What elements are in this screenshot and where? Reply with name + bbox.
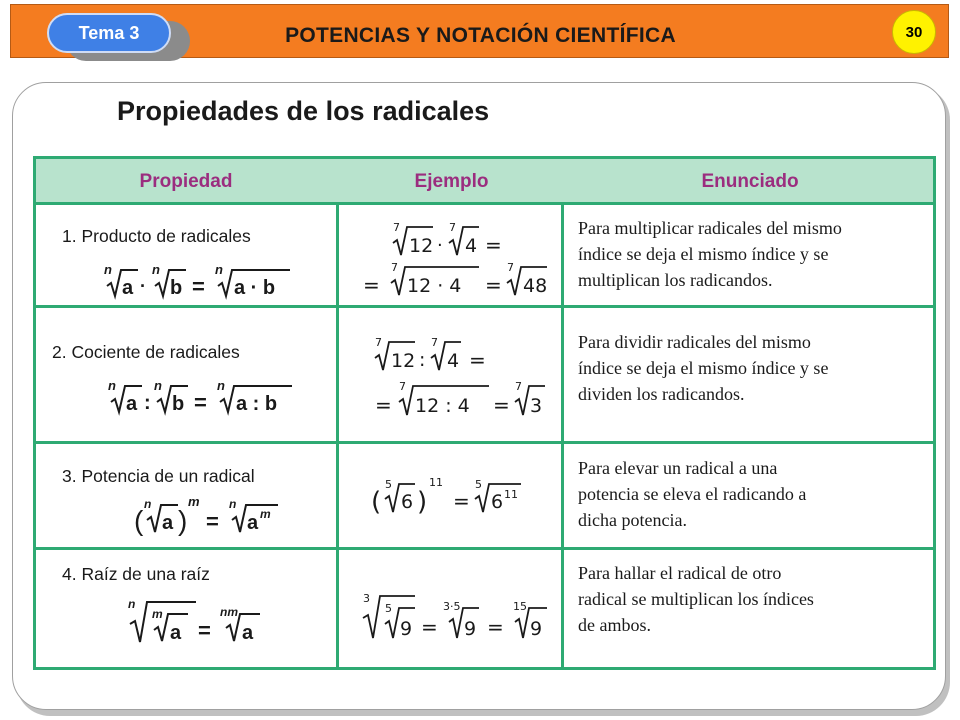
index-7: 7 [431,336,438,349]
row-4-property-formula [126,594,266,650]
radicand-12: 12 [391,350,416,372]
right-paren: ) [417,487,428,517]
row-4-propiedad-cell [36,550,336,667]
enunciado-line: Para multiplicar radicales del mismo [578,218,842,238]
enunciado-line: potencia se eleva el radicando a [578,484,807,504]
radicand-a: a [122,277,134,299]
enunciado-line: índice se deja el mismo índice y se [578,244,829,264]
row-3-example-formula [369,474,529,520]
row-3-property-formula [132,492,282,540]
index-7: 7 [391,261,398,274]
index-7: 7 [399,380,406,393]
radicand-a: a [242,622,254,644]
row-4-example-formula [359,590,555,646]
index-3x5: 3·5 [443,600,461,613]
header-propiedad: Propiedad [139,171,233,192]
left-paren: ( [371,487,382,517]
header-bar [10,4,949,58]
index-15: 15 [513,600,527,613]
radicand-9: 9 [400,618,413,640]
enunciado-line: dicha potencia. [578,510,687,530]
equals-sign: = [363,273,380,297]
radicand-a: a [170,622,182,644]
colon-operator: : [144,392,151,414]
properties-table [33,156,936,670]
index-5: 5 [385,478,392,491]
radicand-4: 4 [465,235,478,257]
equals-sign: = [198,618,211,643]
equals-sign: = [194,390,207,415]
equals-sign: = [487,615,504,639]
row-3-enunciado-text [578,455,806,533]
row-2-example-formula [369,332,549,422]
index-n: n [229,497,237,511]
index-5: 5 [385,602,392,615]
equals-sign: = [453,489,470,513]
row-2-enunciado-cell [564,308,933,441]
exponent-11: 11 [429,476,443,489]
dot-operator: · [140,276,146,296]
index-7: 7 [507,261,514,274]
enunciado-line: multiplican los radicandos. [578,270,773,290]
row-1-label: 1. Producto de radicales [62,226,251,246]
row-4-enunciado-text [578,560,814,638]
row-3-label: 3. Potencia de un radical [62,466,255,486]
row-3-propiedad-cell [36,444,336,547]
enunciado-line: de ambos. [578,615,651,635]
radicand-b: b [170,277,183,299]
equals-sign: = [421,615,438,639]
row-2-propiedad-cell [36,308,336,441]
row-1-enunciado-cell [564,205,933,305]
row-4-label: 4. Raíz de una raíz [62,564,210,584]
radicand-4: 4 [447,350,460,372]
index-n: n [152,262,160,277]
radicand-b: b [172,393,185,415]
header-title: POTENCIAS Y NOTACIÓN CIENTÍFICA [285,24,676,47]
exponent-m: m [188,494,200,509]
left-paren: ( [134,505,144,536]
index-n: n [108,378,116,393]
radicand-3: 3 [530,395,543,417]
radicand-48: 48 [523,275,548,297]
index-m: m [152,607,163,621]
equals-sign: = [192,274,205,299]
index-7: 7 [515,380,522,393]
row-2-label: 2. Cociente de radicales [52,342,240,362]
exponent-11: 11 [504,488,518,501]
index-n: n [154,378,162,393]
row-3-enunciado-cell [564,444,933,547]
index-7: 7 [393,221,400,234]
radicand-a-dot-b: a · b [234,277,276,299]
index-3: 3 [363,592,370,605]
radicand-12-dot-4: 12 · 4 [407,275,462,297]
row-2-enunciado-text [578,329,828,407]
index-n: n [144,497,152,511]
enunciado-line: dividen los radicandos. [578,384,745,404]
index-n: n [104,262,112,277]
radicand-12-colon-4: 12 : 4 [415,395,470,417]
radicand-a: a [162,512,174,534]
radicand-a: a [247,512,259,534]
index-5: 5 [475,478,482,491]
enunciado-line: radical se multiplican los índices [578,589,814,609]
index-7: 7 [449,221,456,234]
enunciado-line: índice se deja el mismo índice y se [578,358,829,378]
section-title: Propiedades de los radicales [117,96,490,126]
tema-badge[interactable]: Tema 3 [47,13,171,53]
row-1-example-formula [361,217,551,299]
equals-sign: = [485,273,502,297]
page-number-badge: 30 [892,10,936,54]
enunciado-line: Para hallar el radical de otro [578,563,782,583]
row-1-ejemplo-cell [339,205,561,305]
row-1-enunciado-text [578,215,842,293]
row-2-property-formula [106,376,296,418]
enunciado-line: Para elevar un radical a una [578,458,778,478]
radicand-9: 9 [464,618,477,640]
radicand-a-colon-b: a : b [236,393,278,415]
equals-sign: = [206,509,219,534]
index-n: n [128,597,136,611]
radicand-12: 12 [409,235,434,257]
table-header [36,159,933,202]
index-nm: nm [220,605,238,619]
colon-operator: : [419,349,426,371]
index-n: n [217,378,225,393]
row-4-enunciado-cell [564,550,933,667]
dot-operator: · [437,235,443,256]
radicand-6: 6 [491,491,504,513]
enunciado-line: Para dividir radicales del mismo [578,332,811,352]
radicand-9: 9 [530,618,543,640]
equals-sign: = [375,393,392,417]
radicand-6: 6 [401,491,414,513]
row-3-ejemplo-cell [339,444,561,547]
equals-sign: = [485,233,502,257]
equals-sign: = [493,393,510,417]
right-paren: ) [178,505,188,536]
row-2-ejemplo-cell [339,308,561,441]
header-enunciado: Enunciado [701,171,799,192]
equals-sign: = [469,348,486,372]
index-7: 7 [375,336,382,349]
header-ejemplo: Ejemplo [414,171,489,192]
radicand-a: a [126,393,138,415]
exponent-m: m [260,507,271,521]
row-1-property-formula [102,260,292,302]
index-n: n [215,262,223,277]
row-1-propiedad-cell [36,205,336,305]
row-4-ejemplo-cell [339,550,561,667]
